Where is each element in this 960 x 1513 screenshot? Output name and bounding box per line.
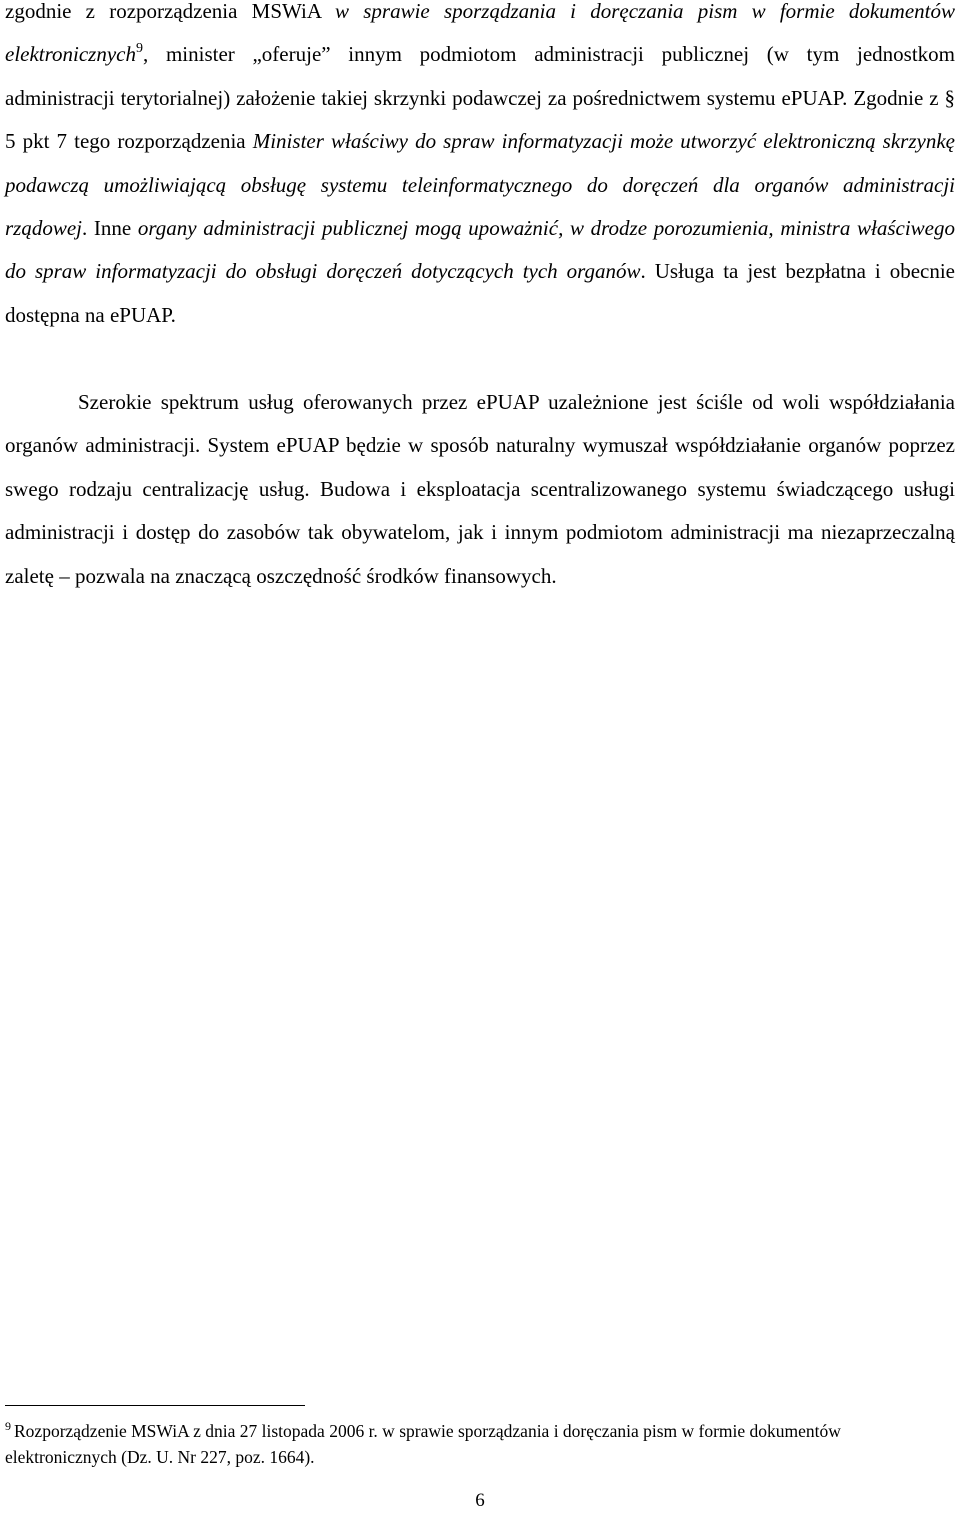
p1-italic-regulation-title: w sprawie sporządzania i doręczania pism w formie dokumentów elektronicznych (5, 0, 955, 67)
p1-italic-quote-2: organy administracji publicznej mogą upoważnić, w drodze porozumienia, ministra właściwego do spraw informatyzacji do obsługi doręczeń dotyczących tych organów (5, 216, 955, 284)
p1-text-3: . Inne (82, 216, 138, 241)
footnote-separator (5, 1405, 305, 1406)
footnote (5, 1418, 955, 1470)
footnote-number: 9 (5, 1419, 11, 1433)
p1-text-2: , minister „oferuje” innym podmiotom administracji publicznej (w tym jednostkom administracji terytorialnej) założenie takiej skrzynki podawczej za pośrednictwem systemu ePUAP. Zgodnie z § 5 pkt 7 tego rozporządzenia (5, 42, 955, 154)
body-paragraph-2: Szerokie spektrum usług oferowanych przez ePUAP uzależnione jest ściśle od woli współdziałania organów administracji. System ePUAP będzie w sposób naturalny wymuszał współdziałanie organów poprzez swego rodzaju centralizację usług. Budowa i eksploatacja scentralizowanego systemu świadczącego usługi administracji i dostęp do zasobów tak obywatelom, jak i innym podmiotom administracji ma niezaprzeczalną zaletę – pozwala na znaczącą oszczędność środków finansowych. (5, 390, 955, 588)
page-number: 6 (475, 1490, 485, 1511)
p1-italic-quote-1: Minister właściwy do spraw informatyzacji może utworzyć elektroniczną skrzynkę podawczą umożliwiającą obsługę systemu teleinformatycznego do doręczeń dla organów administracji rządowej (5, 129, 955, 241)
body-paragraph-1 (5, 0, 955, 337)
footnote-text: Rozporządzenie MSWiA z dnia 27 listopada 2006 r. w sprawie sporządzania i doręczania pism w formie dokumentów elektronicznych (Dz. U. Nr 227, poz. 1664). (5, 1421, 841, 1467)
footnote-reference: 9 (136, 41, 143, 57)
p1-text-1: zgodnie z rozporządzenia MSWiA (5, 0, 336, 23)
p1-text-4: . Usługa ta jest bezpłatna i obecnie dostępna na ePUAP. (5, 259, 955, 327)
